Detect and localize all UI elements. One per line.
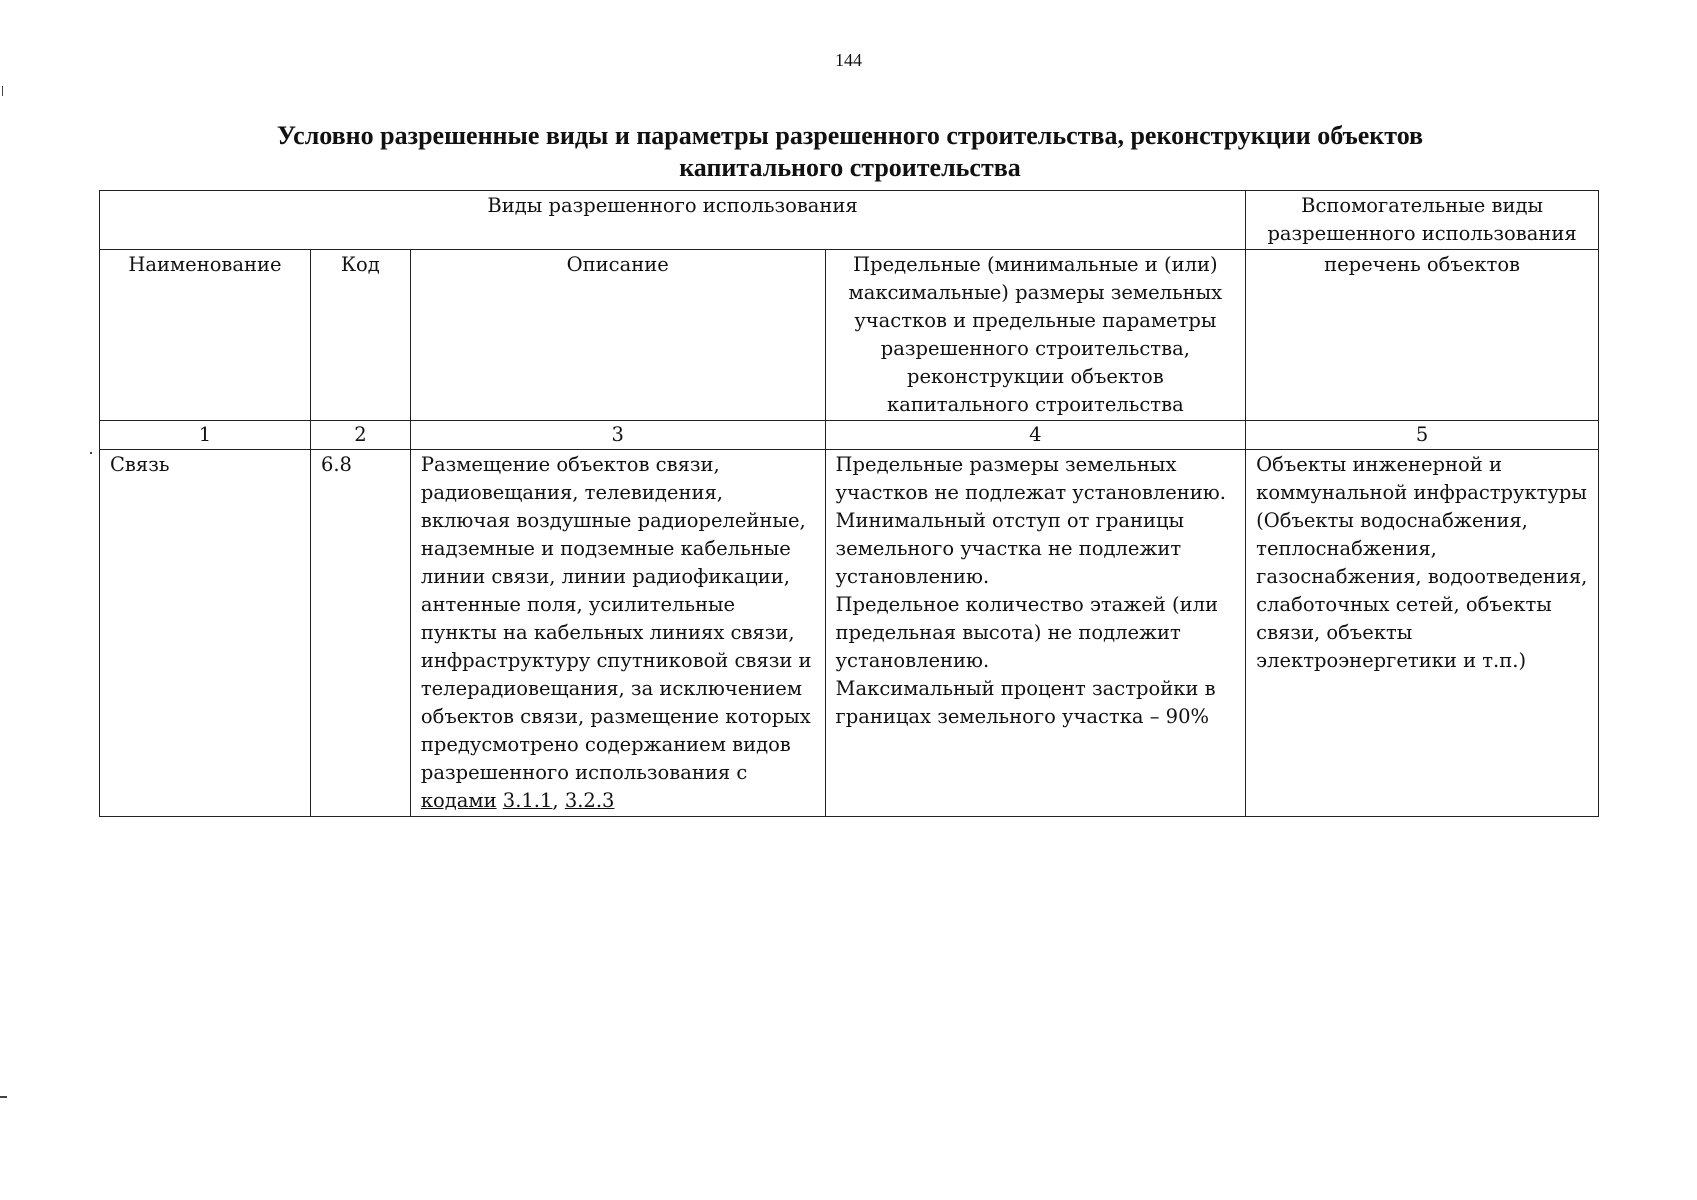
column-number: 2 bbox=[310, 421, 410, 450]
scan-mark-left-bottom bbox=[0, 1096, 7, 1098]
parameter-line: Минимальный отступ от границы земельного участка не подлежит установлению. bbox=[835, 509, 1185, 588]
cell-description bbox=[410, 450, 825, 817]
title-line-1: Условно разрешенные виды и параметры разрешенного строительства, реконструкции объектов bbox=[276, 121, 1424, 150]
column-header-row bbox=[100, 250, 1599, 421]
column-header-parameters: Предельные (минимальные и (или) максимальные) размеры земельных участков и предельные параметры разрешенного строительства, реконструкции объектов капитального строительства bbox=[825, 250, 1246, 421]
column-header-name: Наименование bbox=[100, 250, 311, 421]
cell-name: Связь bbox=[100, 450, 311, 817]
scan-mark-left-top bbox=[2, 86, 3, 96]
column-number: 4 bbox=[825, 421, 1246, 450]
scan-mark-left-middle bbox=[90, 452, 92, 454]
parameter-line: Максимальный процент застройки в границах земельного участка – 90% bbox=[835, 677, 1216, 728]
column-header-code: Код bbox=[310, 250, 410, 421]
group-header-auxiliary: Вспомогательные виды разрешенного использования bbox=[1246, 191, 1599, 250]
page-title bbox=[100, 120, 1600, 184]
table-row bbox=[100, 450, 1599, 817]
code-link-3-1-1[interactable]: 3.1.1 bbox=[502, 789, 553, 812]
group-header-row bbox=[100, 191, 1599, 250]
description-text: Размещение объектов связи, радиовещания, телевидения, включая воздушные радиорелейные, надземные и подземные кабельные линии связи, линии радиофикации, антенные поля, усилительные пункты на кабельных линиях связи, инфраструктуру спутниковой связи и телерадиовещания, за исключением объектов связи, размещение которых предусмотрено содержанием видов разрешенного использования с bbox=[420, 453, 812, 784]
cell-code: 6.8 bbox=[310, 450, 410, 817]
title-line-2: капитального строительства bbox=[679, 153, 1021, 182]
code-link-3-2-3[interactable]: 3.2.3 bbox=[564, 789, 615, 812]
column-number: 3 bbox=[410, 421, 825, 450]
column-number: 1 bbox=[100, 421, 311, 450]
column-number: 5 bbox=[1246, 421, 1599, 450]
parameter-line: Предельное количество этажей (или предельная высота) не подлежит установлению. bbox=[835, 593, 1218, 672]
description-codes-label: кодами bbox=[420, 789, 497, 812]
group-header-permitted-use: Виды разрешенного использования bbox=[100, 191, 1246, 250]
code-link-separator: , bbox=[552, 789, 559, 812]
cell-parameters bbox=[825, 450, 1246, 817]
parameter-line: Предельные размеры земельных участков не подлежат установлению. bbox=[835, 453, 1226, 504]
column-number-row bbox=[100, 421, 1599, 450]
regulation-table bbox=[99, 190, 1599, 817]
cell-objects: Объекты инженерной и коммунальной инфраструктуры (Объекты водоснабжения, теплоснабжения, газоснабжения, водоотведения, слаботочных сетей, объекты связи, объекты электроэнергетики и т.п.) bbox=[1246, 450, 1599, 817]
page-number: 144 bbox=[835, 50, 862, 70]
column-header-objects: перечень объектов bbox=[1246, 250, 1599, 421]
column-header-description: Описание bbox=[410, 250, 825, 421]
